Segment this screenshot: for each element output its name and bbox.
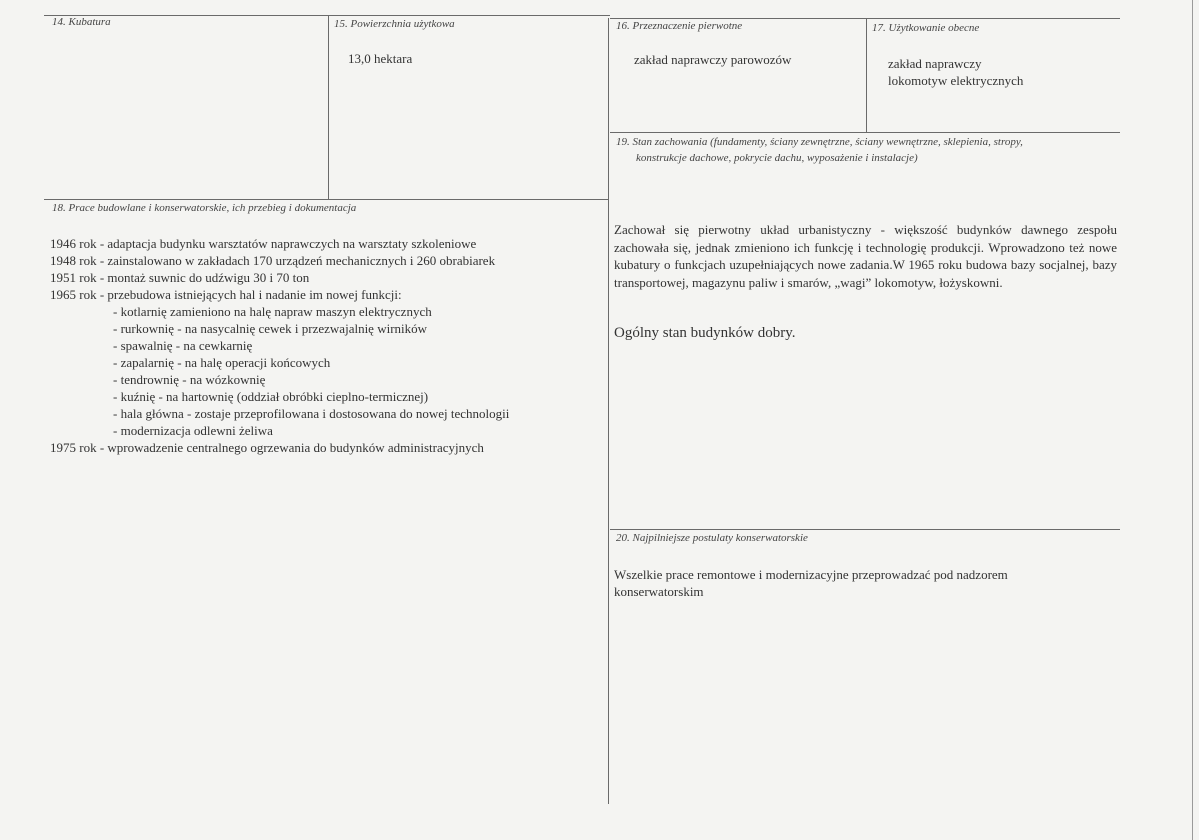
section-20-label: 20. Najpilniejsze postulaty konserwatorskie [616, 532, 808, 544]
entry-1975: 1975 rok - wprowadzenie centralnego ogrzewania do budynków administracyjnych [50, 440, 484, 455]
section-17-label: 17. Użytkowanie obecne [872, 22, 980, 34]
section-19-text: Zachował się pierwotny układ urbanistyczny - większość budynków dawnego zespołu zachowała się, jednak zmieniono ich funkcję i technologię produkcji. Wprowadzono też nowe kubatury o funkcjach uzupełniających nowe zadania.W 1965 roku budowa bazy socjalnej, bazy transportowej, magazynu paliw i smarów, „wagi” lokomotyw, łożyskowni. [614, 222, 1117, 290]
entry-1965-spawalnia: - spawalnię - na cewkarnię [113, 338, 253, 353]
section-17-value-line1: zakład naprawczy [888, 56, 982, 71]
rule-20-top [610, 529, 1120, 530]
entry-1965-kuznia: - kuźnię - na hartownię (oddział obróbki cieplno-termicznej) [113, 389, 429, 404]
section-15-value: 13,0 hektara [348, 51, 413, 66]
entry-1965-rurkownia: - rurkownię - na nasycalnię cewek i przezwajalnię wirników [113, 321, 428, 336]
top-rule-right [610, 18, 1120, 19]
section-18-label: 18. Prace budowlane i konserwatorskie, ich przebieg i dokumentacja [52, 202, 357, 214]
section-17-value-line2: lokomotyw elektrycznych [888, 73, 1024, 88]
section-20-text-line1: Wszelkie prace remontowe i modernizacyjne przeprowadzać pod nadzorem [614, 567, 1008, 582]
entry-1965-odlewnia: - modernizacja odlewni żeliwa [113, 423, 273, 438]
section-19-label-line1: 19. Stan zachowania (fundamenty, ściany zewnętrzne, ściany wewnętrzne, sklepienia, stropy, [616, 136, 1023, 148]
entry-1965-kotlarnia: - kotlarnię zamieniono na halę napraw maszyn elektrycznych [113, 304, 432, 319]
entry-1946: 1946 rok - adaptacja budynku warsztatów naprawczych na warsztaty szkoleniowe [50, 236, 477, 251]
entry-1965-tendrownia: - tendrownię - na wózkownię [113, 372, 266, 387]
entry-1965: 1965 rok - przebudowa istniejących hal i nadanie im nowej funkcji: [50, 287, 402, 302]
divider-16-17 [866, 18, 867, 132]
rule-19-top [610, 132, 1120, 133]
section-15-label: 15. Powierzchnia użytkowa [334, 18, 455, 30]
entry-1948: 1948 rok - zainstalowano w zakładach 170 urządzeń mechanicznych i 260 obrabiarek [50, 253, 496, 268]
entry-1965-hala-glowna: - hala główna - zostaje przeprofilowana i dostosowana do nowej technologii [113, 406, 510, 421]
section-16-value: zakład naprawczy parowozów [634, 52, 792, 67]
section-18-entries [50, 235, 509, 456]
section-14-label: 14. Kubatura [52, 16, 111, 28]
entry-1951: 1951 rok - montaż suwnic do udźwigu 30 i 70 ton [50, 270, 310, 285]
top-rule-left [44, 15, 610, 16]
section-19-summary: Ogólny stan budynków dobry. [614, 325, 796, 341]
rule-18-top [44, 199, 608, 200]
section-20-text-line2: konserwatorskim [614, 584, 704, 599]
section-19-label-line2: konstrukcje dachowe, pokrycie dachu, wyposażenie i instalacje) [636, 152, 918, 164]
page-edge-right [1192, 0, 1193, 840]
center-divider [608, 18, 609, 804]
section-16-label: 16. Przeznaczenie pierwotne [616, 20, 743, 32]
entry-1965-zapalarnia: - zapalarnię - na halę operacji końcowych [113, 355, 331, 370]
divider-14-15 [328, 15, 329, 199]
